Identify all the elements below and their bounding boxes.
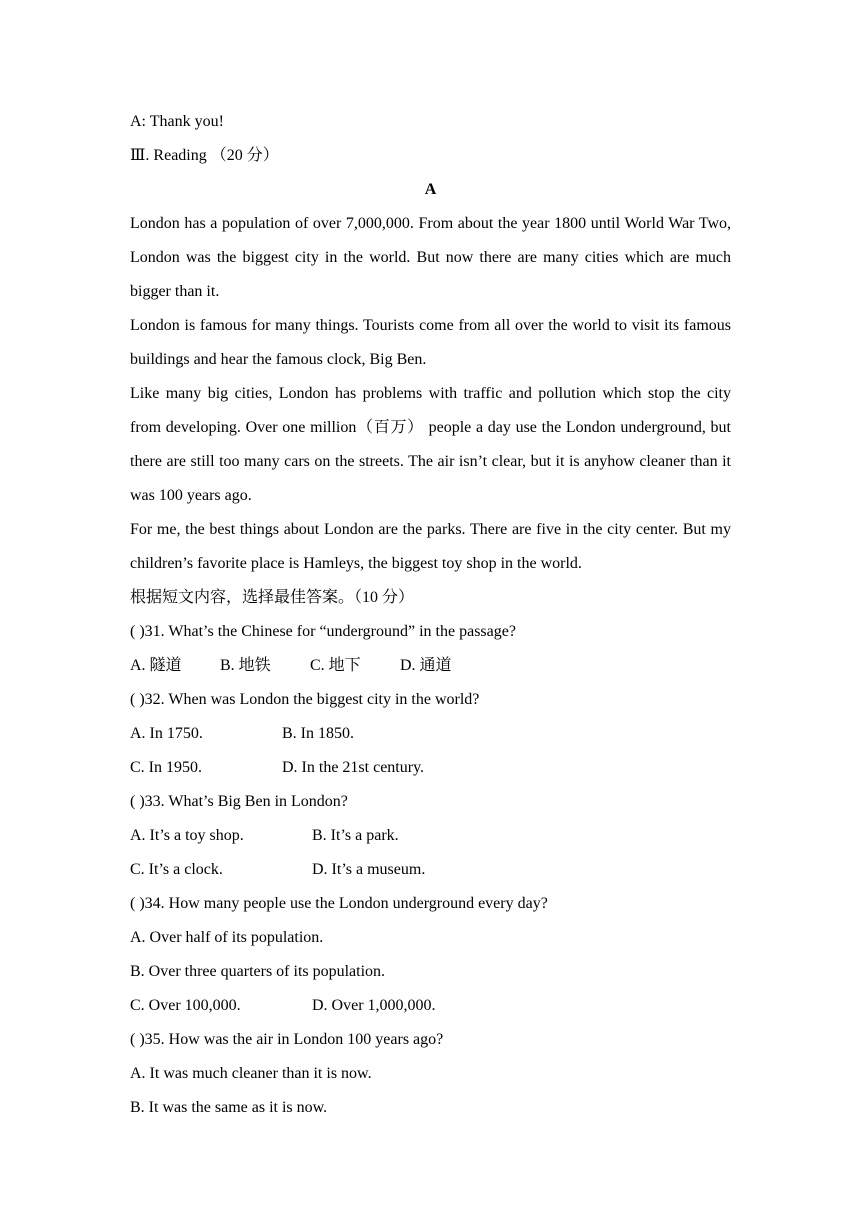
option-a: A. 隧道 [130,657,182,674]
question-31-options [130,649,731,683]
option-a: A. Over half of its population. [130,929,324,946]
question-32-options-row-2 [130,751,731,785]
question-33-options-row-2 [130,853,731,887]
option-b: B. It was the same as it is now. [130,1099,328,1116]
passage-heading: A [424,181,437,198]
section-title: Ⅲ. Reading （20 分） [130,147,279,164]
option-c: C. It’s a clock. [130,861,223,878]
option-c: C. Over 100,000. [130,997,241,1014]
option-b: B. It’s a park. [312,827,399,844]
question-31: ( )31. What’s the Chinese for “underground” in the passage? [130,623,516,640]
instruction: 根据短文内容，选择最佳答案。（10 分） [130,589,415,606]
option-d: D. 通道 [400,657,452,674]
passage-paragraph-3: Like many big cities, London has problems with traffic and pollution which stop the city from developing. Over one million（百万） people a day use the London underground, but there are still too many cars on the streets. The air isn’t clear, but it is anyhow cleaner than it was 100 years ago. [130,385,731,504]
passage-paragraph-1: London has a population of over 7,000,000. From about the year 1800 until World War Two, London was the biggest city in the world. But now there are many cities which are much bigger than it. [130,215,731,300]
option-d: D. In the 21st century. [282,759,425,776]
option-d: D. It’s a museum. [312,861,426,878]
option-d: D. Over 1,000,000. [312,997,436,1014]
option-c: C. 地下 [310,657,361,674]
passage-paragraph-2: London is famous for many things. Tourists come from all over the world to visit its famous buildings and hear the famous clock, Big Ben. [130,317,731,368]
option-b: B. Over three quarters of its population. [130,963,386,980]
page-content [130,105,731,1125]
question-35: ( )35. How was the air in London 100 years ago? [130,1031,444,1048]
option-a: A. In 1750. [130,725,203,742]
option-b: B. In 1850. [282,725,354,742]
question-34-options-row-3 [130,989,731,1023]
option-a: A. It’s a toy shop. [130,827,244,844]
question-32-options-row-1 [130,717,731,751]
question-33: ( )33. What’s Big Ben in London? [130,793,348,810]
question-32: ( )32. When was London the biggest city in the world? [130,691,480,708]
passage-paragraph-4: For me, the best things about London are the parks. There are five in the city center. But my children’s favorite place is Hamleys, the biggest toy shop in the world. [130,521,731,572]
option-a: A. It was much cleaner than it is now. [130,1065,372,1082]
dialogue-line: A: Thank you! [130,113,224,130]
question-33-options-row-1 [130,819,731,853]
question-34: ( )34. How many people use the London underground every day? [130,895,548,912]
option-b: B. 地铁 [220,657,271,674]
option-c: C. In 1950. [130,759,202,776]
